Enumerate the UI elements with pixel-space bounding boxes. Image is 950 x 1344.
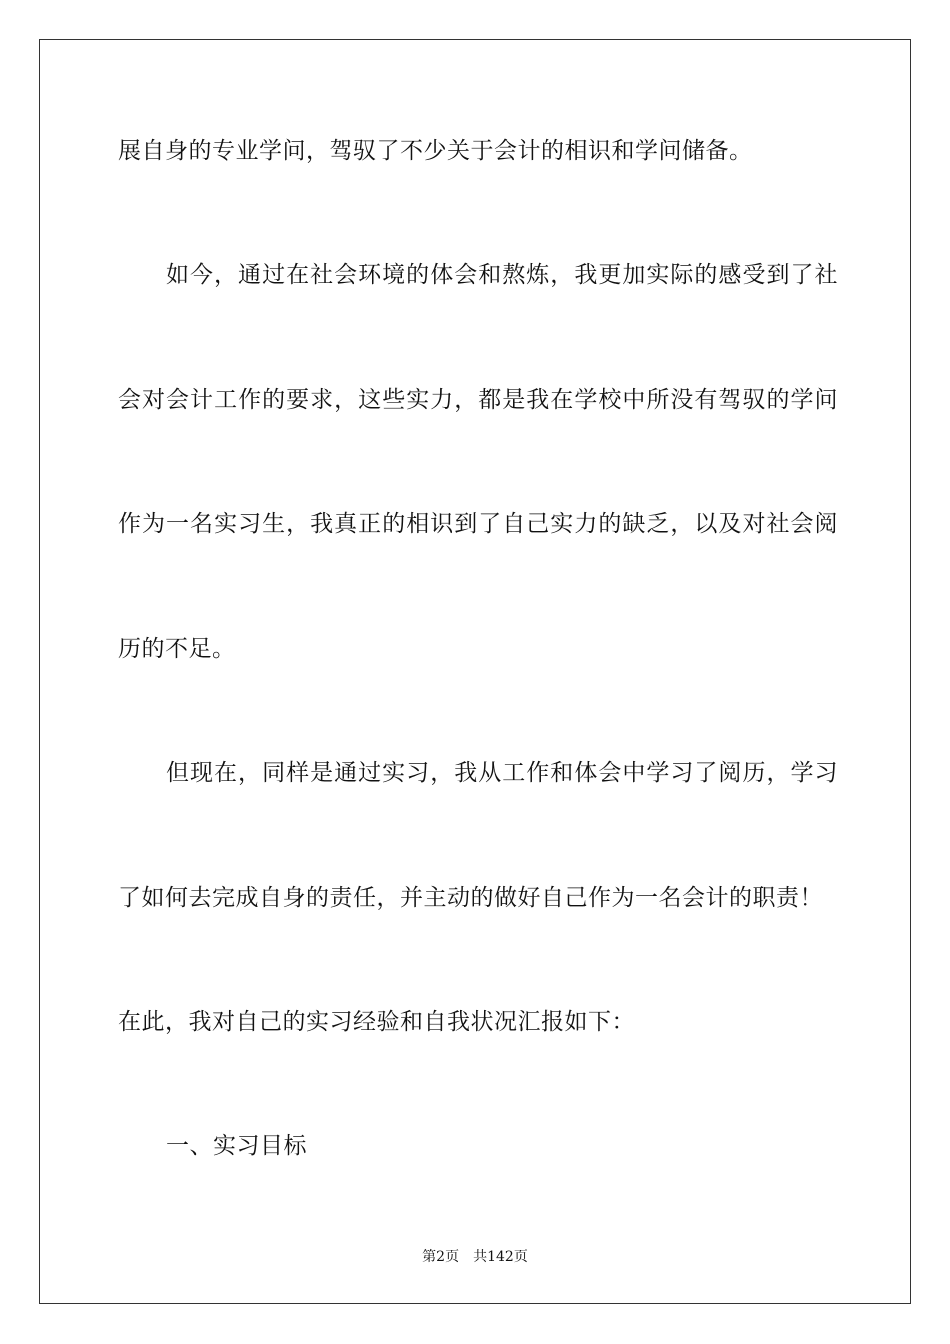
page-number: 第2页 [422, 1249, 460, 1265]
page-border [39, 39, 911, 1304]
paragraph-line-4: 作为一名实习生，我真正的相识到了自己实力的缺乏，以及对社会阅 [118, 511, 838, 537]
paragraph-line-3: 会对会计工作的要求，这些实力，都是我在学校中所没有驾驭的学问 [118, 387, 838, 413]
paragraph-line-6: 但现在，同样是通过实习，我从工作和体会中学习了阅历，学习 [166, 760, 838, 786]
paragraph-line-8: 在此，我对自己的实习经验和自我状况汇报如下： [118, 1009, 635, 1035]
paragraph-line-1: 展自身的专业学问，驾驭了不少关于会计的相识和学问储备。 [118, 138, 753, 164]
total-pages: 共142页 [473, 1249, 528, 1265]
paragraph-line-5: 历的不足。 [118, 636, 236, 662]
section-heading: 一、实习目标 [166, 1133, 307, 1159]
paragraph-line-2: 如今，通过在社会环境的体会和熬炼，我更加实际的感受到了社 [166, 262, 838, 288]
paragraph-line-7: 了如何去完成自身的责任，并主动的做好自己作为一名会计的职责！ [118, 885, 823, 911]
page-footer [0, 1248, 950, 1266]
